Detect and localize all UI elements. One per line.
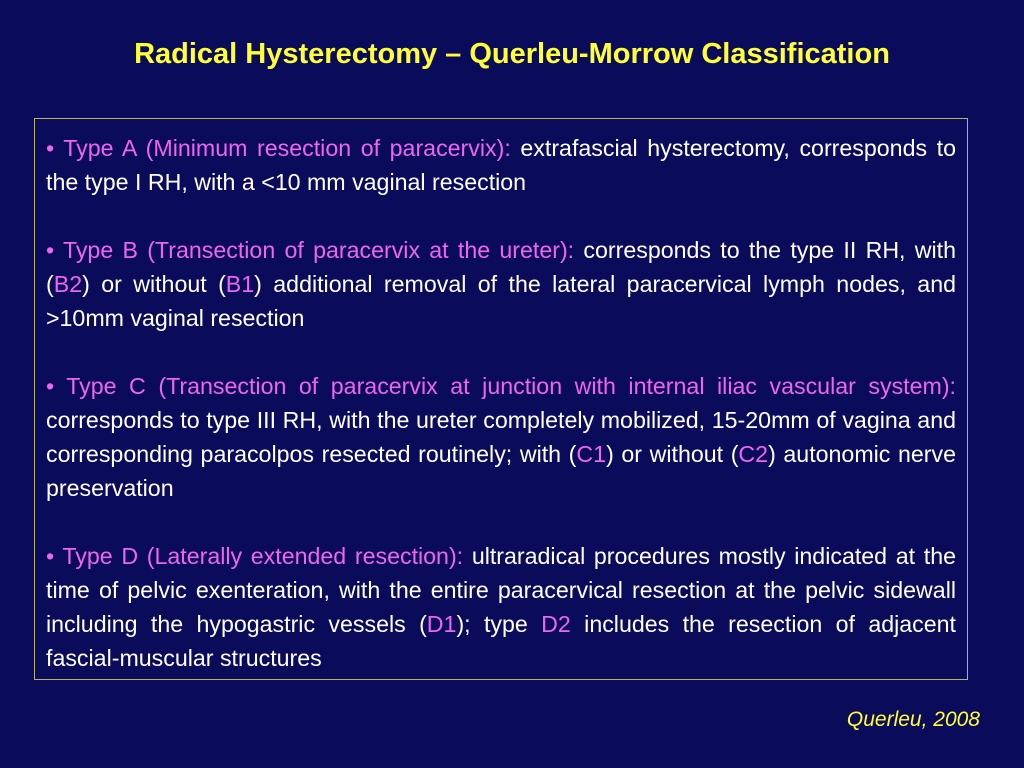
citation: Querleu, 2008 [846, 708, 980, 731]
highlighted-text: • Type B (Transection of paracervix at the ureter): [46, 237, 584, 263]
highlighted-text: B1 [225, 271, 255, 297]
classification-item [46, 369, 956, 505]
body-text: ) autonomic nerve preservation [46, 441, 956, 501]
body-text: ultraradical procedures mostly indicated at the time of pelvic exenteration, with the entire paracervical resection at the pelvic sidewall including the hypogastric vessels ( [46, 543, 956, 637]
highlighted-text: • Type A (Minimum resection of paracervix): [46, 135, 521, 161]
body-text: includes the resection of adjacent fascial-muscular structures [46, 611, 956, 671]
highlighted-text: B2 [53, 271, 83, 297]
slide-title: Radical Hysterectomy – Querleu-Morrow Classification [134, 38, 890, 70]
highlighted-text: • Type C (Transection of paracervix at junction with internal iliac vascular system): [46, 373, 956, 399]
body-text: extrafascial hysterectomy, corresponds to the type I RH, with a <10 mm vaginal resection [46, 135, 957, 195]
highlighted-text: D1 [426, 611, 457, 637]
highlighted-text: C1 [576, 441, 607, 467]
body-text: corresponds to the type II RH, with ( [46, 237, 956, 297]
classification-item [46, 233, 956, 335]
highlighted-text: C2 [738, 441, 769, 467]
highlighted-text: • Type D (Laterally extended resection): [46, 543, 472, 569]
body-text: ) or without ( [82, 271, 226, 297]
classification-item [46, 539, 956, 675]
classification-box [34, 118, 968, 680]
body-text: ) additional removal of the lateral paracervical lymph nodes, and >10mm vaginal resection [46, 271, 956, 331]
body-text: corresponds to type III RH, with the ureter completely mobilized, 15-20mm of vagina and corresponding paracolpos resected routinely; with ( [46, 407, 956, 467]
body-text: ) or without ( [606, 441, 739, 467]
highlighted-text: D2 [541, 611, 571, 637]
classification-item [46, 131, 956, 199]
body-text: ); type [456, 611, 542, 637]
